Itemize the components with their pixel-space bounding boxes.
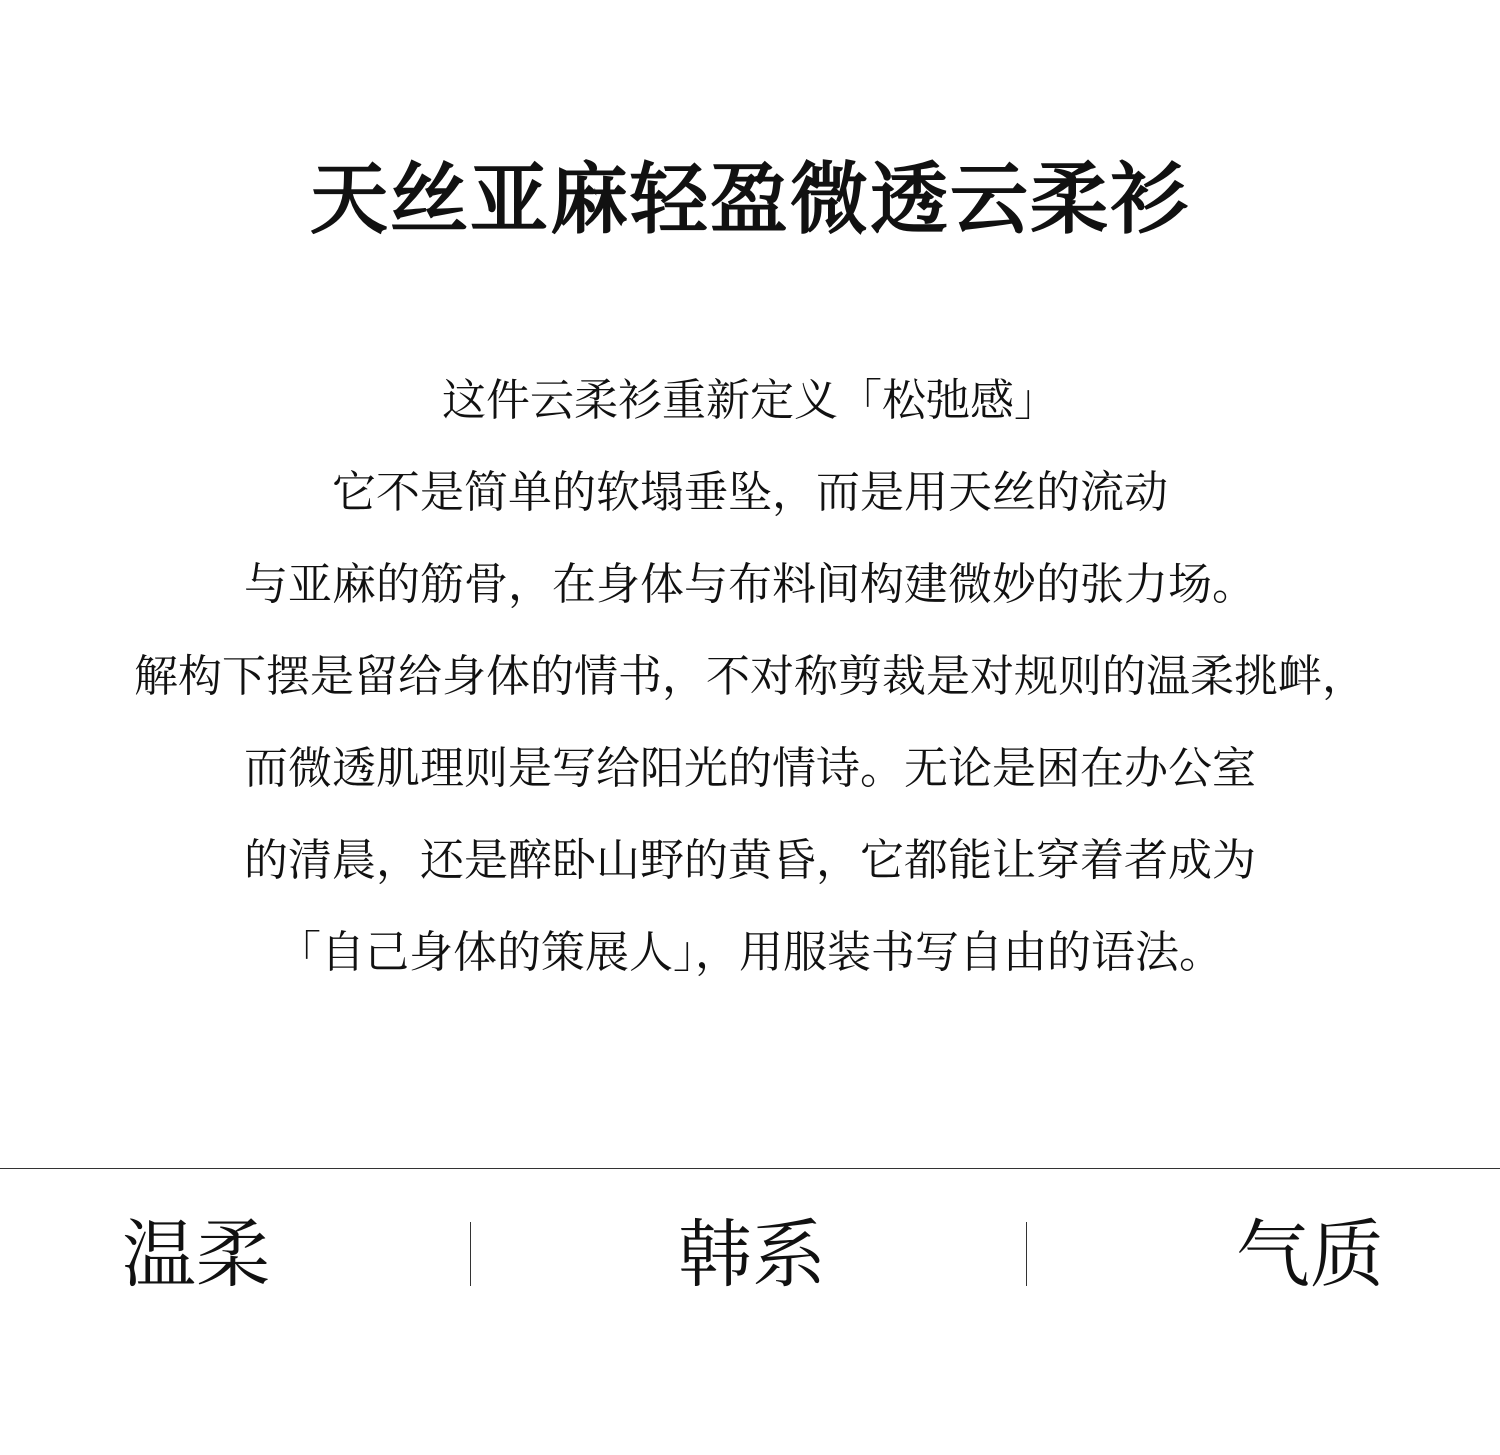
page-title: 天丝亚麻轻盈微透云柔衫 <box>309 155 1190 245</box>
description-block <box>0 355 1500 999</box>
tag-separator <box>470 1222 471 1286</box>
description-line: 这件云柔衫重新定义「松弛感」 <box>442 375 1058 426</box>
description-line: 它不是简单的软塌垂坠，而是用天丝的流动 <box>332 467 1168 518</box>
tag-gentle: 温柔 <box>122 1212 270 1298</box>
tag-elegance: 气质 <box>1236 1212 1384 1298</box>
tag-korean-style: 韩系 <box>678 1212 826 1298</box>
description-line: 的清晨，还是醉卧山野的黄昏，它都能让穿着者成为 <box>244 835 1256 886</box>
description-line: 解构下摆是留给身体的情书，不对称剪裁是对规则的温柔挑衅， <box>134 651 1366 702</box>
tag-separator <box>1026 1222 1027 1286</box>
description-line: 而微透肌理则是写给阳光的情诗。无论是困在办公室 <box>244 743 1256 794</box>
horizontal-divider <box>0 1168 1500 1169</box>
description-line: 与亚麻的筋骨，在身体与布料间构建微妙的张力场。 <box>244 559 1256 610</box>
tag-bar <box>0 1200 1500 1310</box>
description-line: 「自己身体的策展人」，用服装书写自由的语法。 <box>277 927 1223 978</box>
